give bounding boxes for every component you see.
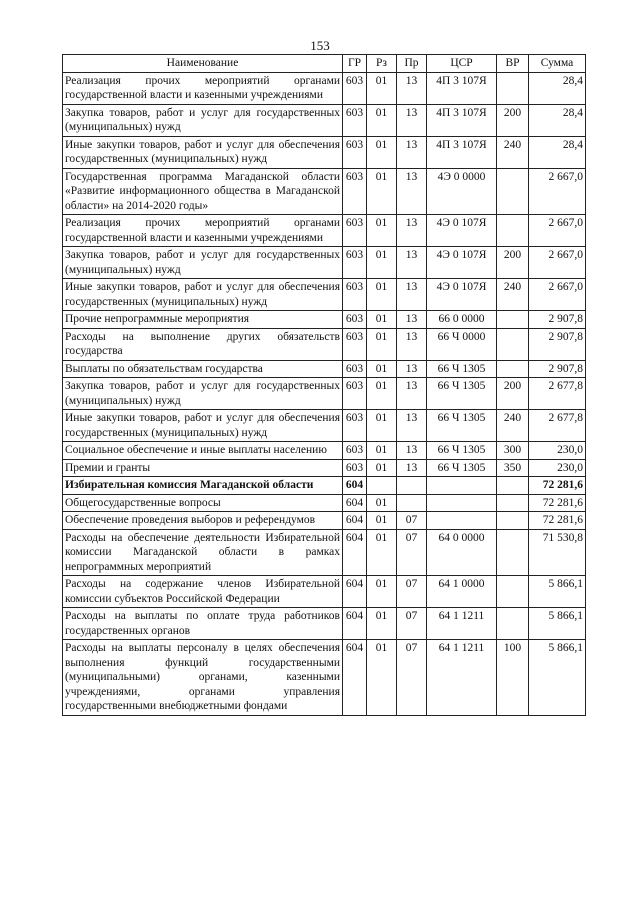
- cell-name: Прочие непрограммные мероприятия: [63, 311, 343, 329]
- cell-sum: 230,0: [529, 459, 586, 477]
- table-row: [63, 72, 586, 104]
- cell-csr: 66 Ч 1305: [427, 360, 497, 378]
- cell-vr: [497, 576, 529, 608]
- cell-pr: [397, 494, 427, 512]
- cell-pr: 13: [397, 168, 427, 215]
- cell-csr: 66 Ч 0000: [427, 328, 497, 360]
- cell-rz: 01: [367, 136, 397, 168]
- cell-gr: 604: [343, 529, 367, 576]
- cell-rz: 01: [367, 247, 397, 279]
- cell-pr: 13: [397, 136, 427, 168]
- cell-gr: 603: [343, 459, 367, 477]
- cell-rz: 01: [367, 215, 397, 247]
- header-rz: Рз: [367, 55, 397, 73]
- cell-rz: 01: [367, 311, 397, 329]
- cell-sum: 5 866,1: [529, 576, 586, 608]
- table-row: [63, 136, 586, 168]
- cell-rz: 01: [367, 104, 397, 136]
- cell-rz: 01: [367, 459, 397, 477]
- cell-name: Премии и гранты: [63, 459, 343, 477]
- cell-sum: 2 907,8: [529, 328, 586, 360]
- cell-gr: 604: [343, 608, 367, 640]
- cell-vr: [497, 72, 529, 104]
- cell-rz: 01: [367, 442, 397, 460]
- cell-rz: 01: [367, 328, 397, 360]
- header-sum: Сумма: [529, 55, 586, 73]
- cell-vr: [497, 494, 529, 512]
- cell-name: Расходы на выплаты персоналу в целях обеспечения выполнения функций государственными (муниципальными) органами, казенными учреждениями, органами управления государственными внебюджетными фондами: [63, 640, 343, 716]
- cell-name: Иные закупки товаров, работ и услуг для обеспечения государственных (муниципальных) нужд: [63, 279, 343, 311]
- table-row: [63, 378, 586, 410]
- cell-pr: 13: [397, 410, 427, 442]
- cell-pr: 13: [397, 215, 427, 247]
- cell-csr: 4Э 0 107Я: [427, 215, 497, 247]
- cell-gr: 603: [343, 410, 367, 442]
- cell-gr: 603: [343, 442, 367, 460]
- cell-csr: 64 1 1211: [427, 608, 497, 640]
- table-row: [63, 279, 586, 311]
- cell-rz: 01: [367, 512, 397, 530]
- cell-sum: 2 667,0: [529, 215, 586, 247]
- cell-sum: 72 281,6: [529, 477, 586, 495]
- cell-name: Государственная программа Магаданской области «Развитие информационного общества в Магаданской области» на 2014-2020 годы»: [63, 168, 343, 215]
- cell-csr: 64 1 1211: [427, 640, 497, 716]
- cell-sum: 2 667,0: [529, 279, 586, 311]
- cell-vr: 240: [497, 279, 529, 311]
- cell-sum: 28,4: [529, 136, 586, 168]
- cell-pr: 13: [397, 247, 427, 279]
- cell-name: Иные закупки товаров, работ и услуг для обеспечения государственных (муниципальных) нужд: [63, 410, 343, 442]
- table-row: [63, 215, 586, 247]
- cell-vr: 100: [497, 640, 529, 716]
- table-row: [63, 529, 586, 576]
- header-name: Наименование: [63, 55, 343, 73]
- table-row: [63, 410, 586, 442]
- cell-csr: 4Э 0 107Я: [427, 247, 497, 279]
- cell-gr: 603: [343, 136, 367, 168]
- cell-gr: 604: [343, 477, 367, 495]
- cell-csr: 66 Ч 1305: [427, 378, 497, 410]
- cell-pr: 13: [397, 328, 427, 360]
- cell-pr: 07: [397, 529, 427, 576]
- table-row: [63, 311, 586, 329]
- cell-pr: 07: [397, 576, 427, 608]
- cell-gr: 604: [343, 512, 367, 530]
- cell-vr: [497, 477, 529, 495]
- cell-rz: 01: [367, 529, 397, 576]
- cell-pr: 13: [397, 378, 427, 410]
- cell-name: Реализация прочих мероприятий органами государственной власти и казенными учреждениями: [63, 72, 343, 104]
- cell-rz: 01: [367, 494, 397, 512]
- cell-gr: 603: [343, 215, 367, 247]
- cell-csr: 4П 3 107Я: [427, 72, 497, 104]
- header-vr: ВР: [497, 55, 529, 73]
- cell-rz: 01: [367, 72, 397, 104]
- cell-rz: [367, 477, 397, 495]
- cell-rz: 01: [367, 608, 397, 640]
- cell-name: Избирательная комиссия Магаданской области: [63, 477, 343, 495]
- cell-rz: 01: [367, 378, 397, 410]
- cell-rz: 01: [367, 640, 397, 716]
- cell-name: Иные закупки товаров, работ и услуг для обеспечения государственных (муниципальных) нужд: [63, 136, 343, 168]
- cell-sum: 2 907,8: [529, 311, 586, 329]
- cell-vr: [497, 215, 529, 247]
- cell-pr: 07: [397, 640, 427, 716]
- cell-gr: 603: [343, 168, 367, 215]
- cell-vr: [497, 529, 529, 576]
- cell-sum: 71 530,8: [529, 529, 586, 576]
- cell-csr: 4Э 0 107Я: [427, 279, 497, 311]
- cell-name: Обеспечение проведения выборов и референдумов: [63, 512, 343, 530]
- cell-vr: 300: [497, 442, 529, 460]
- cell-gr: 603: [343, 311, 367, 329]
- cell-csr: 4Э 0 0000: [427, 168, 497, 215]
- cell-name: Закупка товаров, работ и услуг для государственных (муниципальных) нужд: [63, 247, 343, 279]
- cell-rz: 01: [367, 168, 397, 215]
- cell-pr: 13: [397, 442, 427, 460]
- table-row: [63, 640, 586, 716]
- cell-gr: 603: [343, 279, 367, 311]
- cell-sum: 2 677,8: [529, 378, 586, 410]
- cell-rz: 01: [367, 576, 397, 608]
- cell-sum: 28,4: [529, 104, 586, 136]
- cell-pr: 13: [397, 360, 427, 378]
- table-body: [63, 72, 586, 715]
- cell-gr: 603: [343, 72, 367, 104]
- cell-name: Расходы на обеспечение деятельности Избирательной комиссии Магаданской области в рамках непрограммных мероприятий: [63, 529, 343, 576]
- cell-pr: 07: [397, 512, 427, 530]
- cell-pr: [397, 477, 427, 495]
- header-csr: ЦСР: [427, 55, 497, 73]
- cell-vr: [497, 328, 529, 360]
- cell-csr: 66 0 0000: [427, 311, 497, 329]
- table-row: [63, 608, 586, 640]
- cell-name: Расходы на выплаты по оплате труда работников государственных органов: [63, 608, 343, 640]
- cell-gr: 603: [343, 247, 367, 279]
- table-row: [63, 512, 586, 530]
- cell-gr: 603: [343, 328, 367, 360]
- cell-gr: 603: [343, 360, 367, 378]
- cell-name: Социальное обеспечение и иные выплаты населению: [63, 442, 343, 460]
- cell-vr: 200: [497, 378, 529, 410]
- cell-gr: 604: [343, 640, 367, 716]
- header-pr: Пр: [397, 55, 427, 73]
- table-row: [63, 477, 586, 495]
- cell-csr: [427, 512, 497, 530]
- table-row: [63, 104, 586, 136]
- cell-vr: 240: [497, 136, 529, 168]
- cell-name: Расходы на содержание членов Избирательной комиссии субъектов Российской Федерации: [63, 576, 343, 608]
- cell-sum: 2 667,0: [529, 168, 586, 215]
- table-row: [63, 442, 586, 460]
- cell-csr: 64 1 0000: [427, 576, 497, 608]
- cell-vr: [497, 168, 529, 215]
- table-row: [63, 459, 586, 477]
- cell-pr: 07: [397, 608, 427, 640]
- cell-csr: 66 Ч 1305: [427, 442, 497, 460]
- cell-vr: 200: [497, 247, 529, 279]
- cell-csr: 66 Ч 1305: [427, 459, 497, 477]
- cell-csr: 66 Ч 1305: [427, 410, 497, 442]
- cell-vr: [497, 608, 529, 640]
- cell-sum: 72 281,6: [529, 512, 586, 530]
- cell-gr: 603: [343, 378, 367, 410]
- cell-vr: 240: [497, 410, 529, 442]
- table-row: [63, 360, 586, 378]
- cell-vr: [497, 512, 529, 530]
- cell-vr: 200: [497, 104, 529, 136]
- cell-sum: 5 866,1: [529, 640, 586, 716]
- table-row: [63, 168, 586, 215]
- cell-csr: 64 0 0000: [427, 529, 497, 576]
- cell-pr: 13: [397, 279, 427, 311]
- cell-sum: 28,4: [529, 72, 586, 104]
- cell-vr: 350: [497, 459, 529, 477]
- page-number: 153: [310, 38, 330, 53]
- cell-vr: [497, 311, 529, 329]
- cell-sum: 2 667,0: [529, 247, 586, 279]
- cell-gr: 604: [343, 576, 367, 608]
- cell-vr: [497, 360, 529, 378]
- cell-name: Общегосударственные вопросы: [63, 494, 343, 512]
- cell-csr: [427, 494, 497, 512]
- cell-rz: 01: [367, 410, 397, 442]
- cell-rz: 01: [367, 360, 397, 378]
- header-gr: ГР: [343, 55, 367, 73]
- cell-csr: 4П 3 107Я: [427, 136, 497, 168]
- cell-gr: 603: [343, 104, 367, 136]
- cell-name: Реализация прочих мероприятий органами государственной власти и казенными учреждениями: [63, 215, 343, 247]
- cell-sum: 72 281,6: [529, 494, 586, 512]
- table-row: [63, 328, 586, 360]
- cell-sum: 230,0: [529, 442, 586, 460]
- cell-gr: 604: [343, 494, 367, 512]
- table-header-row: [63, 55, 586, 73]
- table-row: [63, 494, 586, 512]
- cell-sum: 2 907,8: [529, 360, 586, 378]
- cell-sum: 5 866,1: [529, 608, 586, 640]
- table-row: [63, 247, 586, 279]
- cell-sum: 2 677,8: [529, 410, 586, 442]
- cell-rz: 01: [367, 279, 397, 311]
- cell-name: Выплаты по обязательствам государства: [63, 360, 343, 378]
- cell-csr: [427, 477, 497, 495]
- cell-pr: 13: [397, 311, 427, 329]
- cell-pr: 13: [397, 104, 427, 136]
- cell-csr: 4П 3 107Я: [427, 104, 497, 136]
- cell-pr: 13: [397, 72, 427, 104]
- budget-table: [62, 54, 586, 716]
- cell-name: Закупка товаров, работ и услуг для государственных (муниципальных) нужд: [63, 104, 343, 136]
- cell-pr: 13: [397, 459, 427, 477]
- cell-name: Расходы на выполнение других обязательств государства: [63, 328, 343, 360]
- cell-name: Закупка товаров, работ и услуг для государственных (муниципальных) нужд: [63, 378, 343, 410]
- table-row: [63, 576, 586, 608]
